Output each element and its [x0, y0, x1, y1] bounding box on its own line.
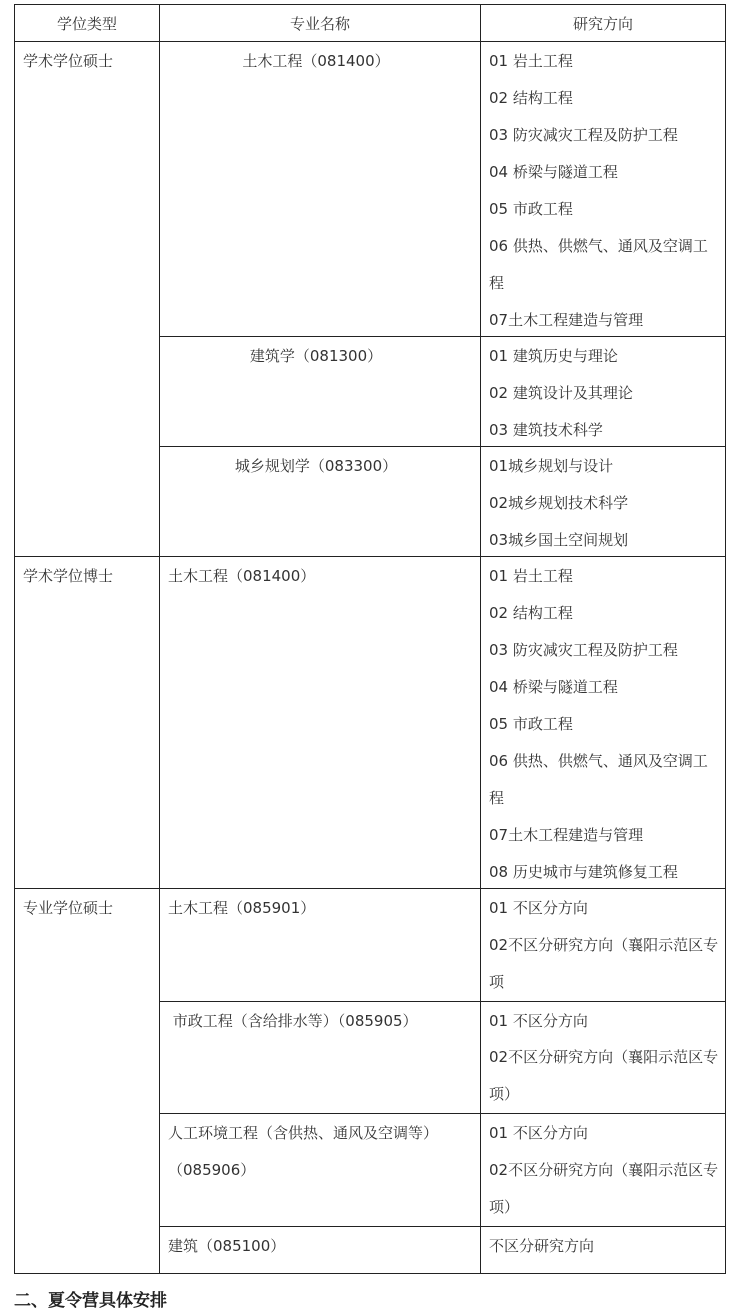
- direction-cell: [481, 557, 726, 889]
- direction-item: 04 桥梁与隧道工程: [489, 163, 618, 181]
- major-cell: [160, 557, 481, 889]
- section-heading: 二、夏令营具体安排: [14, 1291, 167, 1311]
- direction-cell: [481, 1001, 726, 1114]
- direction-cell: [481, 1114, 726, 1227]
- direction-item: 02城乡规划技术科学: [489, 494, 629, 512]
- table-row: [15, 42, 726, 337]
- direction-item: 05 市政工程: [489, 200, 573, 218]
- direction-item: 01 岩土工程: [489, 567, 573, 585]
- major-cell: [160, 1226, 481, 1273]
- direction-item: 01 岩土工程: [489, 52, 573, 70]
- header-major-name: 专业名称: [160, 5, 481, 42]
- direction-item: 05 市政工程: [489, 715, 573, 733]
- direction-item: 02不区分研究方向（襄阳示范区专项）: [489, 1048, 719, 1103]
- major-cell: [160, 447, 481, 557]
- major-name: 土木工程（081400）: [242, 52, 390, 70]
- direction-item: 02 建筑设计及其理论: [489, 384, 633, 402]
- major-name: 土木工程（085901）: [168, 899, 316, 917]
- major-name: 建筑（085100）: [168, 1236, 286, 1255]
- major-cell: [160, 889, 481, 1002]
- major-cell: [160, 337, 481, 447]
- degree-type-cell: 学术学位博士: [15, 557, 160, 889]
- major-cell: [160, 1114, 481, 1227]
- direction-item: 02不区分研究方向（襄阳示范区专项）: [489, 1160, 719, 1216]
- direction-item: 03 防灾减灾工程及防护工程: [489, 126, 678, 144]
- major-name: 市政工程（含给排水等）（085905）: [168, 1011, 418, 1030]
- direction-item: 不区分研究方向: [489, 1236, 595, 1255]
- major-cell: [160, 42, 481, 337]
- major-name: 建筑学（081300）: [249, 347, 383, 365]
- direction-item: 06 供热、供燃气、通风及空调工程: [489, 751, 708, 807]
- direction-item: 01 不区分方向: [489, 1124, 588, 1142]
- header-row: [15, 5, 726, 42]
- degree-type-cell: 专业学位硕士: [15, 889, 160, 1274]
- header-research-direction: 研究方向: [481, 5, 726, 42]
- major-name-line-2: （085906）: [168, 1161, 256, 1179]
- header-degree-type: 学位类型: [15, 5, 160, 42]
- major-name: 土木工程（081400）: [168, 567, 316, 585]
- direction-item: 01 建筑历史与理论: [489, 347, 618, 365]
- direction-cell: [481, 1226, 726, 1273]
- direction-item: 07土木工程建造与管理: [489, 311, 644, 329]
- direction-item: 02 结构工程: [489, 604, 573, 622]
- degree-type-cell: 学术学位硕士: [15, 42, 160, 557]
- direction-item: 06 供热、供燃气、通风及空调工程: [489, 236, 708, 292]
- direction-cell: [481, 42, 726, 337]
- major-cell: [160, 1001, 481, 1114]
- direction-item: 04 桥梁与隧道工程: [489, 678, 618, 696]
- direction-item: 02不区分研究方向（襄阳示范区专项: [489, 935, 719, 991]
- table-row: [15, 889, 726, 1002]
- direction-item: 03 防灾减灾工程及防护工程: [489, 641, 678, 659]
- direction-item: 03城乡国土空间规划: [489, 531, 629, 549]
- table-row: [15, 557, 726, 889]
- direction-item: 08 历史城市与建筑修复工程: [489, 863, 678, 881]
- direction-cell: [481, 889, 726, 1002]
- direction-item: 01 不区分方向: [489, 1011, 588, 1030]
- direction-item: 02 结构工程: [489, 89, 573, 107]
- direction-item: 01城乡规划与设计: [489, 457, 614, 475]
- direction-cell: [481, 447, 726, 557]
- direction-item: 01 不区分方向: [489, 899, 588, 917]
- direction-item: 07土木工程建造与管理: [489, 826, 644, 844]
- major-name: 城乡规划学（083300）: [234, 457, 398, 475]
- majors-table: [14, 4, 726, 1274]
- direction-cell: [481, 337, 726, 447]
- direction-item: 03 建筑技术科学: [489, 421, 603, 439]
- major-name-line-1: 人工环境工程（含供热、通风及空调等）: [168, 1124, 439, 1142]
